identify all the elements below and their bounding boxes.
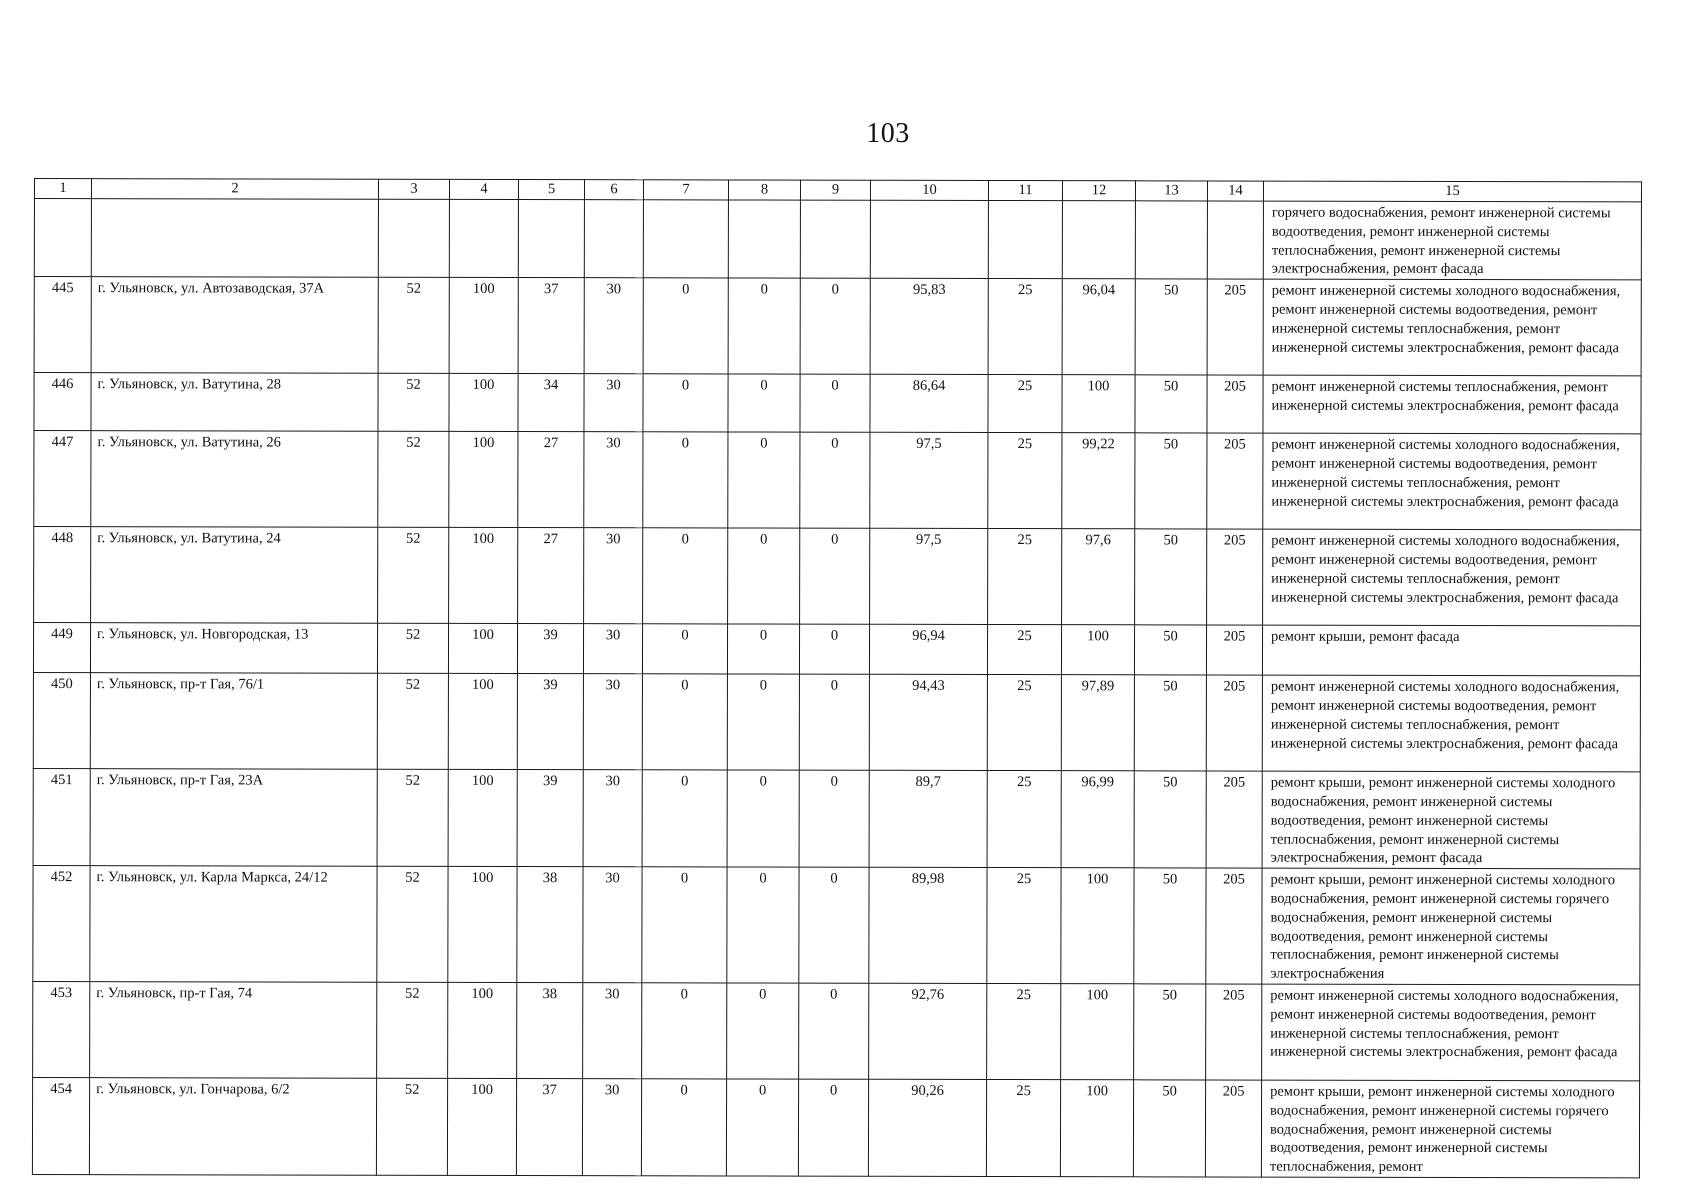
cell-value: 100 [449,278,518,374]
cell-value: 50 [1135,375,1207,433]
column-number: 9 [800,180,870,200]
cell-value: 0 [799,624,869,674]
cell-value: 90,26 [868,1079,986,1176]
cell-value: 100 [449,528,518,624]
table-row [34,527,1641,626]
cell-value: 100 [448,770,517,867]
cell-value: 100 [1062,375,1135,433]
cell-value: 100 [1061,625,1134,675]
cell-value: 94,43 [869,674,987,770]
cell-value: 25 [988,529,1062,625]
cell-value: 205 [1206,771,1262,868]
table-row [34,373,1641,434]
column-number: 2 [91,179,378,200]
cell-row-number: 448 [34,527,91,623]
cell-address: г. Ульяновск, ул. Карла Маркса, 24/12 [90,866,377,982]
cell-address: г. Ульяновск, ул. Новгородская, 13 [90,623,377,674]
cell-value: 0 [642,624,727,674]
cell-row-number: 453 [33,981,90,1077]
cell-value: 50 [1134,868,1206,984]
cell-value: 205 [1206,625,1262,675]
cell-value: 30 [584,278,643,374]
column-number: 8 [728,180,800,200]
cell-value: 100 [448,674,517,770]
cell-value: 86,64 [870,374,988,432]
cell-value: 39 [517,770,583,867]
cell-value: 30 [583,770,642,867]
cell-address: г. Ульяновск, пр-т Гая, 74 [90,982,377,1079]
column-number: 7 [643,180,728,200]
page-number: 103 [866,118,910,149]
cell-value: 100 [448,867,517,983]
column-number: 15 [1263,181,1641,202]
cell-value: 100 [449,374,518,432]
cell-value: 39 [517,674,583,770]
cell-value: 100 [449,432,518,528]
cell-value: 0 [643,278,728,374]
cell-value: 97,5 [870,432,988,528]
cell-address: г. Ульяновск, ул. Ватутина, 26 [91,431,378,528]
cell-address: г. Ульяновск, пр-т Гая, 76/1 [90,673,377,770]
cell-value: 99,22 [1062,433,1135,529]
cell-value: 89,98 [869,867,987,983]
cell-empty [91,199,378,278]
cell-value: 0 [728,278,800,374]
cell-value: 0 [726,1079,798,1176]
cell-value: 0 [643,374,728,432]
cell-value: 0 [728,528,800,624]
cell-works: ремонт инженерной системы холодного водоснабжения, ремонт инженерной системы водоотведения, ремонт инженерной системы теплоснабжения, ремонт инженерной системы электроснабжения, ремонт фасада [1263,433,1641,530]
cell-value: 25 [987,868,1061,984]
column-number: 12 [1062,181,1135,201]
table-row [34,277,1641,376]
cell-address: г. Ульяновск, ул. Ватутина, 28 [91,373,378,432]
table-row [33,623,1640,676]
cell-works: ремонт инженерной системы холодного водоснабжения, ремонт инженерной системы водоотведения, ремонт инженерной системы теплоснабжения, ремонт инженерной системы электроснабжения, ремонт фасада [1263,279,1641,376]
cell-value: 100 [448,624,517,674]
cell-value: 30 [583,624,642,674]
column-number: 4 [449,179,518,199]
cell-row-number: 445 [34,277,91,373]
cell-value: 0 [798,1079,868,1176]
column-number: 1 [34,179,91,199]
cell-empty [1062,201,1135,279]
cell-row-number: 447 [34,431,91,527]
cell-empty [643,200,728,278]
cell-value: 205 [1207,279,1263,375]
cell-value: 95,83 [870,278,988,374]
cell-value: 205 [1205,1080,1261,1177]
cell-value: 0 [800,374,870,432]
cell-value: 0 [800,528,870,624]
cell-row-number: 446 [34,373,91,431]
cell-value: 205 [1207,529,1263,625]
cell-row-number: 452 [33,866,90,982]
cell-value: 50 [1134,625,1206,675]
cell-value: 0 [727,770,799,867]
column-number: 5 [518,180,584,200]
cell-value: 100 [448,982,517,1078]
cell-value: 27 [518,528,584,624]
cell-value: 38 [517,867,583,983]
cell-value: 52 [378,277,449,373]
table-row [34,431,1641,530]
column-number: 10 [870,180,988,200]
cell-value: 25 [988,375,1062,433]
cell-value: 25 [988,433,1062,529]
cell-row-number: 454 [32,1077,89,1174]
cell-value: 52 [378,373,449,431]
cell-value: 96,94 [869,624,987,674]
cell-value: 38 [517,982,583,1078]
cell-empty [1135,201,1207,279]
cell-value: 52 [377,769,448,866]
cell-value: 30 [582,1079,641,1176]
cell-value: 37 [518,278,584,374]
cell-value: 39 [517,624,583,674]
cell-value: 52 [377,982,448,1078]
continuation-row [34,199,1641,281]
cell-value: 37 [516,1078,582,1175]
cell-value: 0 [642,867,727,983]
cell-value: 50 [1135,529,1207,625]
cell-value: 0 [643,528,728,624]
cell-value: 97,5 [870,528,988,624]
cell-value: 100 [447,1078,516,1175]
cell-value: 97,6 [1062,529,1135,625]
cell-value: 0 [728,432,800,528]
cell-works: ремонт крыши, ремонт фасада [1262,625,1640,676]
table-row [33,769,1640,869]
cell-value: 0 [799,770,869,867]
cell-value: 52 [377,673,448,769]
cell-empty [34,199,91,277]
cell-value: 0 [727,867,799,983]
cell-empty [728,200,800,278]
cell-value: 34 [518,374,584,432]
table-row [33,673,1640,772]
cell-value: 30 [584,432,643,528]
cell-value: 52 [377,623,448,673]
cell-value: 50 [1135,279,1207,375]
cell-address: г. Ульяновск, ул. Автозаводская, 37А [91,277,378,374]
cell-value: 205 [1206,868,1262,984]
cell-value: 0 [800,278,870,374]
table-row [33,866,1640,985]
cell-works: ремонт крыши, ремонт инженерной системы холодного водоснабжения, ремонт инженерной системы горячего водоснабжения, ремонт инженерной системы водоотведения, ремонт инженерной системы теплоснабжения, ремонт инженерной системы электроснабжения [1262,868,1640,985]
cell-value: 0 [642,770,727,867]
cell-empty [800,200,870,278]
cell-empty [518,200,584,278]
cell-value: 0 [642,983,727,1079]
cell-value: 25 [986,1079,1060,1176]
cell-value: 0 [727,674,799,770]
cell-value: 25 [987,625,1061,675]
table-row [33,981,1640,1080]
cell-value: 0 [799,674,869,770]
cell-value: 0 [641,1079,726,1176]
cell-empty [449,199,518,277]
cell-address: г. Ульяновск, ул. Гончарова, 6/2 [89,1078,376,1176]
column-number: 3 [378,179,449,199]
cell-value: 0 [643,432,728,528]
cell-works: ремонт инженерной системы холодного водоснабжения, ремонт инженерной системы водоотведения, ремонт инженерной системы теплоснабжения, ремонт инженерной системы электроснабжения, ремонт фасада [1262,675,1640,772]
cell-value: 50 [1133,1080,1205,1177]
cell-empty [870,200,988,278]
table-body [32,179,1641,1178]
cell-address: г. Ульяновск, пр-т Гая, 23А [90,769,377,867]
cell-works: ремонт крыши, ремонт инженерной системы холодного водоснабжения, ремонт инженерной системы водоотведения, ремонт инженерной системы теплоснабжения, ремонт инженерной системы электроснабжения, ремонт фасада [1262,771,1640,869]
cell-value: 100 [1061,868,1134,984]
cell-value: 50 [1134,675,1206,771]
cell-value: 89,7 [869,770,987,867]
cell-value: 97,89 [1061,675,1134,771]
cell-empty [988,200,1062,278]
cell-value: 30 [583,983,642,1079]
cell-works: ремонт инженерной системы холодного водоснабжения, ремонт инженерной системы водоотведения, ремонт инженерной системы теплоснабжения, ремонт инженерной системы электроснабжения, ремонт фасада [1263,529,1641,626]
cell-value: 25 [987,675,1061,771]
cell-works: ремонт инженерной системы холодного водоснабжения, ремонт инженерной системы водоотведения, ремонт инженерной системы теплоснабжения, ремонт инженерной системы электроснабжения, ремонт фасада [1262,984,1640,1081]
cell-works: ремонт инженерной системы теплоснабжения, ремонт инженерной системы электроснабжения, ремонт фасада [1263,375,1641,434]
cell-value: 100 [1060,1080,1133,1177]
cell-empty [584,200,643,278]
cell-value: 52 [378,431,449,527]
cell-value: 205 [1207,433,1263,529]
cell-value: 0 [642,674,727,770]
column-number: 6 [584,180,643,200]
cell-value: 0 [727,624,799,674]
cell-value: 0 [728,374,800,432]
cell-value: 30 [584,374,643,432]
cell-value: 205 [1206,675,1262,771]
cell-empty [378,199,449,277]
cell-value: 0 [799,867,869,983]
cell-value: 25 [987,983,1061,1079]
cell-value: 0 [727,983,799,1079]
cell-row-number: 451 [33,769,90,866]
cell-value: 50 [1134,771,1206,868]
cell-value: 100 [1061,984,1134,1080]
register-table [32,178,1642,1178]
column-number: 13 [1135,181,1207,201]
cell-value: 27 [518,432,584,528]
cell-value: 96,04 [1062,279,1135,375]
cell-value: 0 [800,432,870,528]
cell-value: 96,99 [1061,771,1134,868]
cell-value: 0 [799,983,869,1079]
cell-value: 205 [1206,984,1262,1080]
cell-value: 50 [1135,433,1207,529]
cell-value: 52 [378,527,449,623]
cell-value: 205 [1207,375,1263,433]
table-row [32,1077,1639,1177]
cell-row-number: 449 [33,623,90,673]
cell-value: 30 [584,528,643,624]
cell-empty [1207,201,1263,279]
cell-value: 25 [987,771,1061,868]
cell-value: 25 [988,279,1062,375]
cell-value: 52 [377,866,448,982]
cell-value: 50 [1134,984,1206,1080]
cell-value: 92,76 [869,983,987,1079]
cell-value: 52 [376,1078,447,1175]
cell-value: 30 [583,674,642,770]
cell-address: г. Ульяновск, ул. Ватутина, 24 [91,527,378,624]
cell-works: горячего водоснабжения, ремонт инженерной системы водоотведения, ремонт инженерной системы теплоснабжения, ремонт инженерной системы электроснабжения, ремонт фасада [1263,201,1641,280]
cell-row-number: 450 [33,673,90,769]
cell-value: 30 [583,867,642,983]
cell-works: ремонт крыши, ремонт инженерной системы холодного водоснабжения, ремонт инженерной системы горячего водоснабжения, ремонт инженерной системы водоотведения, ремонт инженерной системы теплоснабжения, ремонт [1261,1080,1639,1178]
column-number: 11 [988,180,1062,200]
column-number: 14 [1207,181,1263,201]
